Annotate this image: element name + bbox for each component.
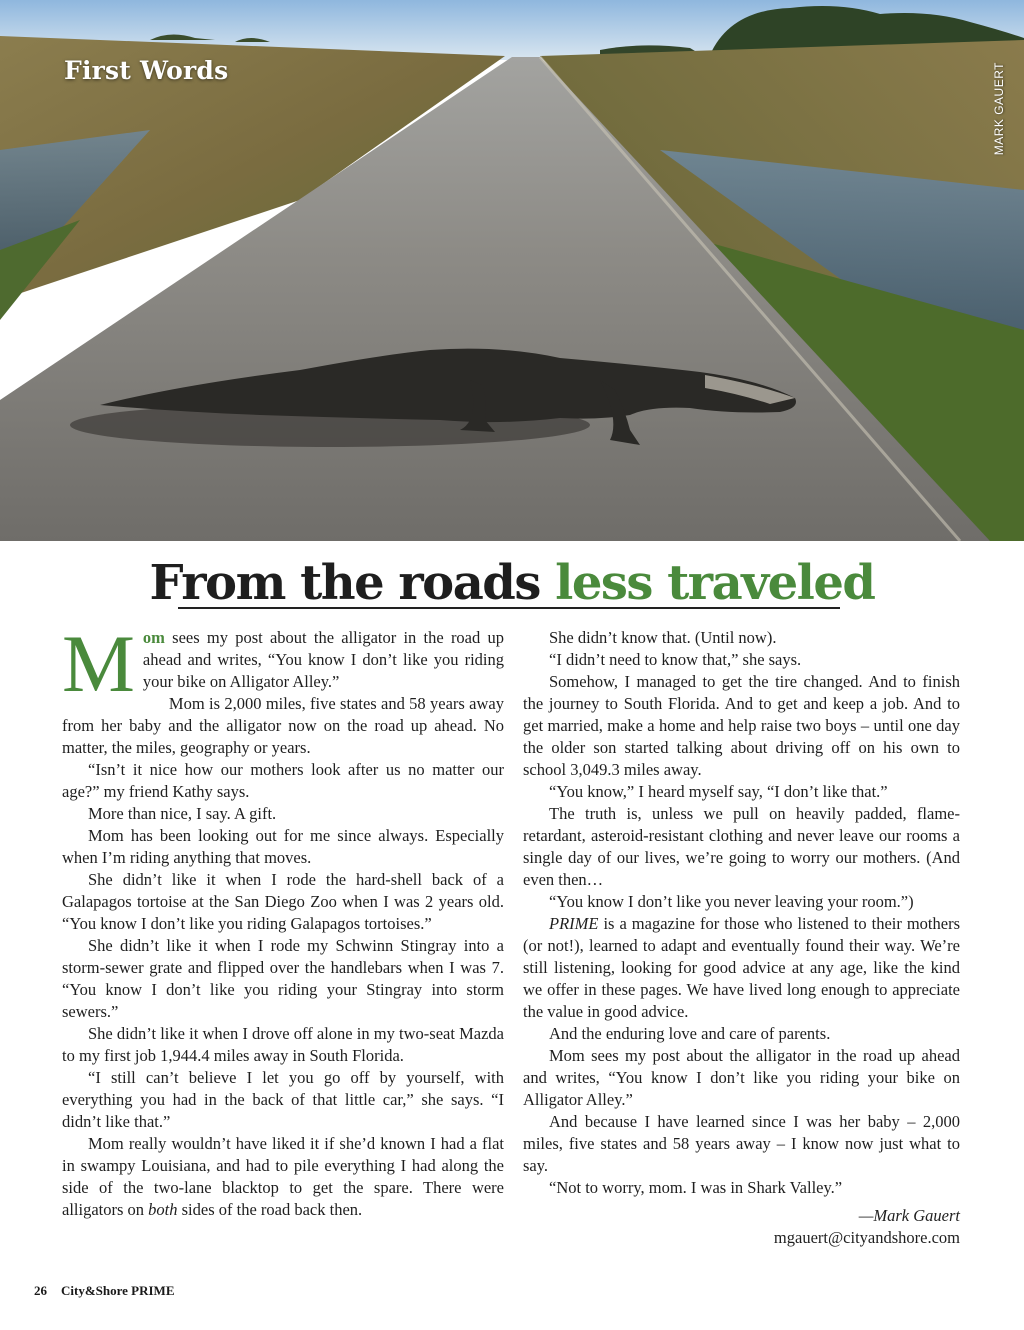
paragraph-1-text: sees my post about the alligator in the road up ahead and writes, “You know I don’t like you riding your bike on Alligator Alley.” [142,628,504,691]
paragraph-12: “I didn’t need to know that,” she says. [549,650,802,669]
author-signature: —Mark Gauert [858,1206,960,1225]
paragraph-21: “Not to worry, mom. I was in Shark Valley.” [549,1178,843,1197]
paragraph-10-end: sides of the road back then. [177,1200,363,1219]
paragraph-5: Mom has been looking out for me since always. Especially when I’m riding anything that moves. [62,826,504,867]
paragraph-11: She didn’t know that. (Until now). [549,628,777,647]
paragraph-17-emphasis: PRIME [549,914,599,933]
paragraph-14: “You know,” I heard myself say, “I don’t like that.” [549,782,888,801]
section-label: First Words [64,56,229,85]
page-footer [34,1283,175,1299]
paragraph-10-text: Mom really wouldn’t have liked it if she’d known I had a flat in swampy Louisiana, and had to pile everything I had along the side of the two-lane blacktop to get the spare. There were alligators on [62,1134,504,1219]
publication-name: City&Shore PRIME [61,1283,175,1298]
paragraph-10-emphasis: both [148,1200,178,1219]
lead-in: om [142,628,165,647]
paragraph-1 [62,618,504,709]
paragraph-2: Mom is 2,000 miles, five states and 58 years away from her baby and the alligator now on the road up ahead. No matter, the miles, geography or years. [62,694,504,757]
paragraph-20: And because I have learned since I was her baby – 2,000 miles, five states and 58 years away – I know now just what to say. [523,1112,960,1175]
hero-photo [0,0,1024,541]
page-number: 26 [34,1283,47,1298]
headline-underline [178,607,840,609]
drop-cap: M [62,618,135,709]
paragraph-7: She didn’t like it when I rode my Schwinn Stingray into a storm-sewer grate and flipped over the handlebars when I was 7. “You know I don’t like you riding your Stingray into storm sewers.” [62,936,504,1021]
paragraph-4: More than nice, I say. A gift. [88,804,277,823]
headline [0,552,1024,614]
paragraph-10 [62,1133,504,1221]
article-column-left [62,618,504,1221]
article-column-right [523,627,960,1249]
headline-part-2: less traveled [555,555,875,611]
paragraph-8: She didn’t like it when I drove off alone in my two-seat Mazda to my first job 1,944.4 miles away in South Florida. [62,1024,504,1065]
author-email[interactable]: mgauert@cityandshore.com [773,1228,960,1247]
paragraph-17 [523,913,960,1023]
headline-part-1: From the roads [149,555,556,611]
paragraph-16: “You know I don’t like you never leaving your room.”) [549,892,914,911]
paragraph-3: “Isn’t it nice how our mothers look after us no matter our age?” my friend Kathy says. [62,760,504,801]
paragraph-17-text: is a magazine for those who listened to their mothers (or not!), learned to adapt and eventually found their way. We’re still listening, looking for good advice at any age, like the kind we offer in these pages. We have lived long enough to appreciate the value in good advice. [523,914,960,1021]
paragraph-13: Somehow, I managed to get the tire changed. And to finish the journey to South Florida. And to get and keep a job. And to get married, make a home and help raise two boys – until one day the older son started talking about driving off on his own to school 3,049.3 miles away. [523,672,960,779]
paragraph-6: She didn’t like it when I rode the hard-shell back of a Galapagos tortoise at the San Diego Zoo when I was 2 years old. “You know I don’t like you riding Galapagos tortoises.” [62,870,504,933]
paragraph-9: “I still can’t believe I let you go off by yourself, with everything you had in the back of that little car,” she says. “I didn’t like that.” [62,1068,504,1131]
paragraph-18: And the enduring love and care of parents. [549,1024,831,1043]
paragraph-19: Mom sees my post about the alligator in the road up ahead and writes, “You know I don’t like you riding your bike on Alligator Alley.” [523,1046,960,1109]
photo-credit: MARK GAUERT [992,62,1006,156]
paragraph-15: The truth is, unless we pull on heavily padded, flame-retardant, asteroid-resistant clothing and never leave our rooms a single day of our lives, we’re going to worry our mothers. (And even then… [523,804,960,889]
